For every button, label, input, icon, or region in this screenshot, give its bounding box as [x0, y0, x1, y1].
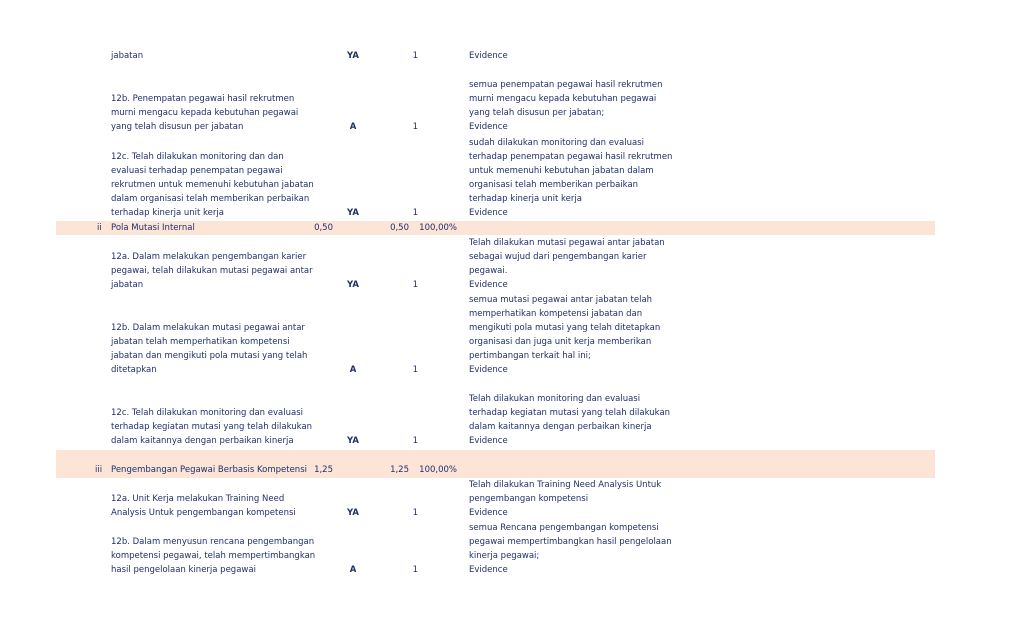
answer-cell: YA: [347, 208, 359, 218]
criterion-text: 12a. Dalam melakukan pengembangan karier pegawai, telah dilakukan mutasi pegawai antar jabatan: [111, 252, 313, 290]
note-text: semua Rencana pengembangan kompetensi pegawai mempertimbangkan hasil pengelolaan kinerja pegawai; Evidence: [469, 523, 672, 575]
answer-cell: A: [349, 365, 357, 375]
criterion-text: 12a. Unit Kerja melakukan Training Need Analysis Untuk pengembangan kompetensi: [111, 494, 296, 518]
answer-cell: A: [349, 565, 357, 575]
section-nilai: 1,25: [390, 465, 409, 475]
section-bobot: 1,25: [314, 465, 333, 475]
section-title: Pola Mutasi Internal: [111, 223, 195, 233]
section-number: ii: [97, 223, 102, 233]
note-text: semua mutasi pegawai antar jabatan telah memperhatikan kompetensi jabatan dan mengikuti pola mutasi yang telah ditetapkan organisasi dan juga unit kerja memberikan pertimbangan terkait hal ini; Evidence: [469, 295, 661, 375]
value-cell: 1: [412, 51, 418, 61]
section-percent: 100,00%: [419, 465, 457, 475]
section-percent: 100,00%: [419, 223, 457, 233]
note-text: semua penempatan pegawai hasil rekrutmen murni mengacu kepada kebutuhan pegawai yang telah disusun per jabatan; Evidence: [469, 80, 663, 132]
value-cell: 1: [412, 208, 418, 218]
criterion-text: 12b. Penempatan pegawai hasil rekrutmen murni mengacu kepada kebutuhan pegawai yang telah disusun per jabatan: [111, 94, 299, 132]
answer-cell: YA: [347, 280, 359, 290]
value-cell: 1: [412, 365, 418, 375]
note-text: Telah dilakukan mutasi pegawai antar jabatan sebagai wujud dari pengembangan karier pegawai. Evidence: [469, 238, 665, 290]
answer-cell: YA: [347, 436, 359, 446]
criterion-text: jabatan: [111, 51, 144, 61]
note-text: Telah dilakukan Training Need Analysis Untuk pengembangan kompetensi Evidence: [469, 480, 662, 518]
criterion-text: 12b. Dalam melakukan mutasi pegawai antar jabatan telah memperhatikan kompetensi jabatan dan mengikuti pola mutasi yang telah ditetapkan: [111, 323, 308, 375]
criterion-text: 12c. Telah dilakukan monitoring dan evaluasi terhadap kegiatan mutasi yang telah dilakukan dalam kaitannya dengan perbaikan kinerja: [111, 408, 313, 446]
answer-cell: YA: [347, 51, 359, 61]
value-cell: 1: [412, 565, 418, 575]
answer-cell: YA: [347, 508, 359, 518]
note-text: Evidence: [469, 51, 508, 61]
criterion-text: 12b. Dalam menyusun rencana pengembangan kompetensi pegawai, telah mempertimbangkan hasil pengelolaan kinerja pegawai: [111, 537, 316, 575]
answer-cell: A: [349, 122, 357, 132]
note-text: Telah dilakukan monitoring dan evaluasi terhadap kegiatan mutasi yang telah dilakukan dalam kaitannya dengan perbaikan kinerja Evidence: [469, 394, 671, 446]
section-bobot: 0,50: [314, 223, 333, 233]
value-cell: 1: [412, 280, 418, 290]
section-nilai: 0,50: [390, 223, 409, 233]
section-number: iii: [95, 465, 103, 475]
section-title: Pengembangan Pegawai Berbasis Kompetensi: [111, 465, 307, 475]
note-text: sudah dilakukan monitoring dan evaluasi terhadap penempatan pegawai hasil rekrutmen untuk memenuhi kebutuhan jabatan dalam organisasi telah memberikan perbaikan terhadap kinerja unit kerja Evidence: [469, 138, 673, 218]
value-cell: 1: [412, 122, 418, 132]
criterion-text: 12c. Telah dilakukan monitoring dan dan evaluasi terhadap penempatan pegawai rekrutmen untuk memenuhi kebutuhan jabatan dalam organisasi telah memberikan perbaikan terhadap kinerja unit kerja: [111, 152, 314, 218]
value-cell: 1: [412, 508, 418, 518]
value-cell: 1: [412, 436, 418, 446]
